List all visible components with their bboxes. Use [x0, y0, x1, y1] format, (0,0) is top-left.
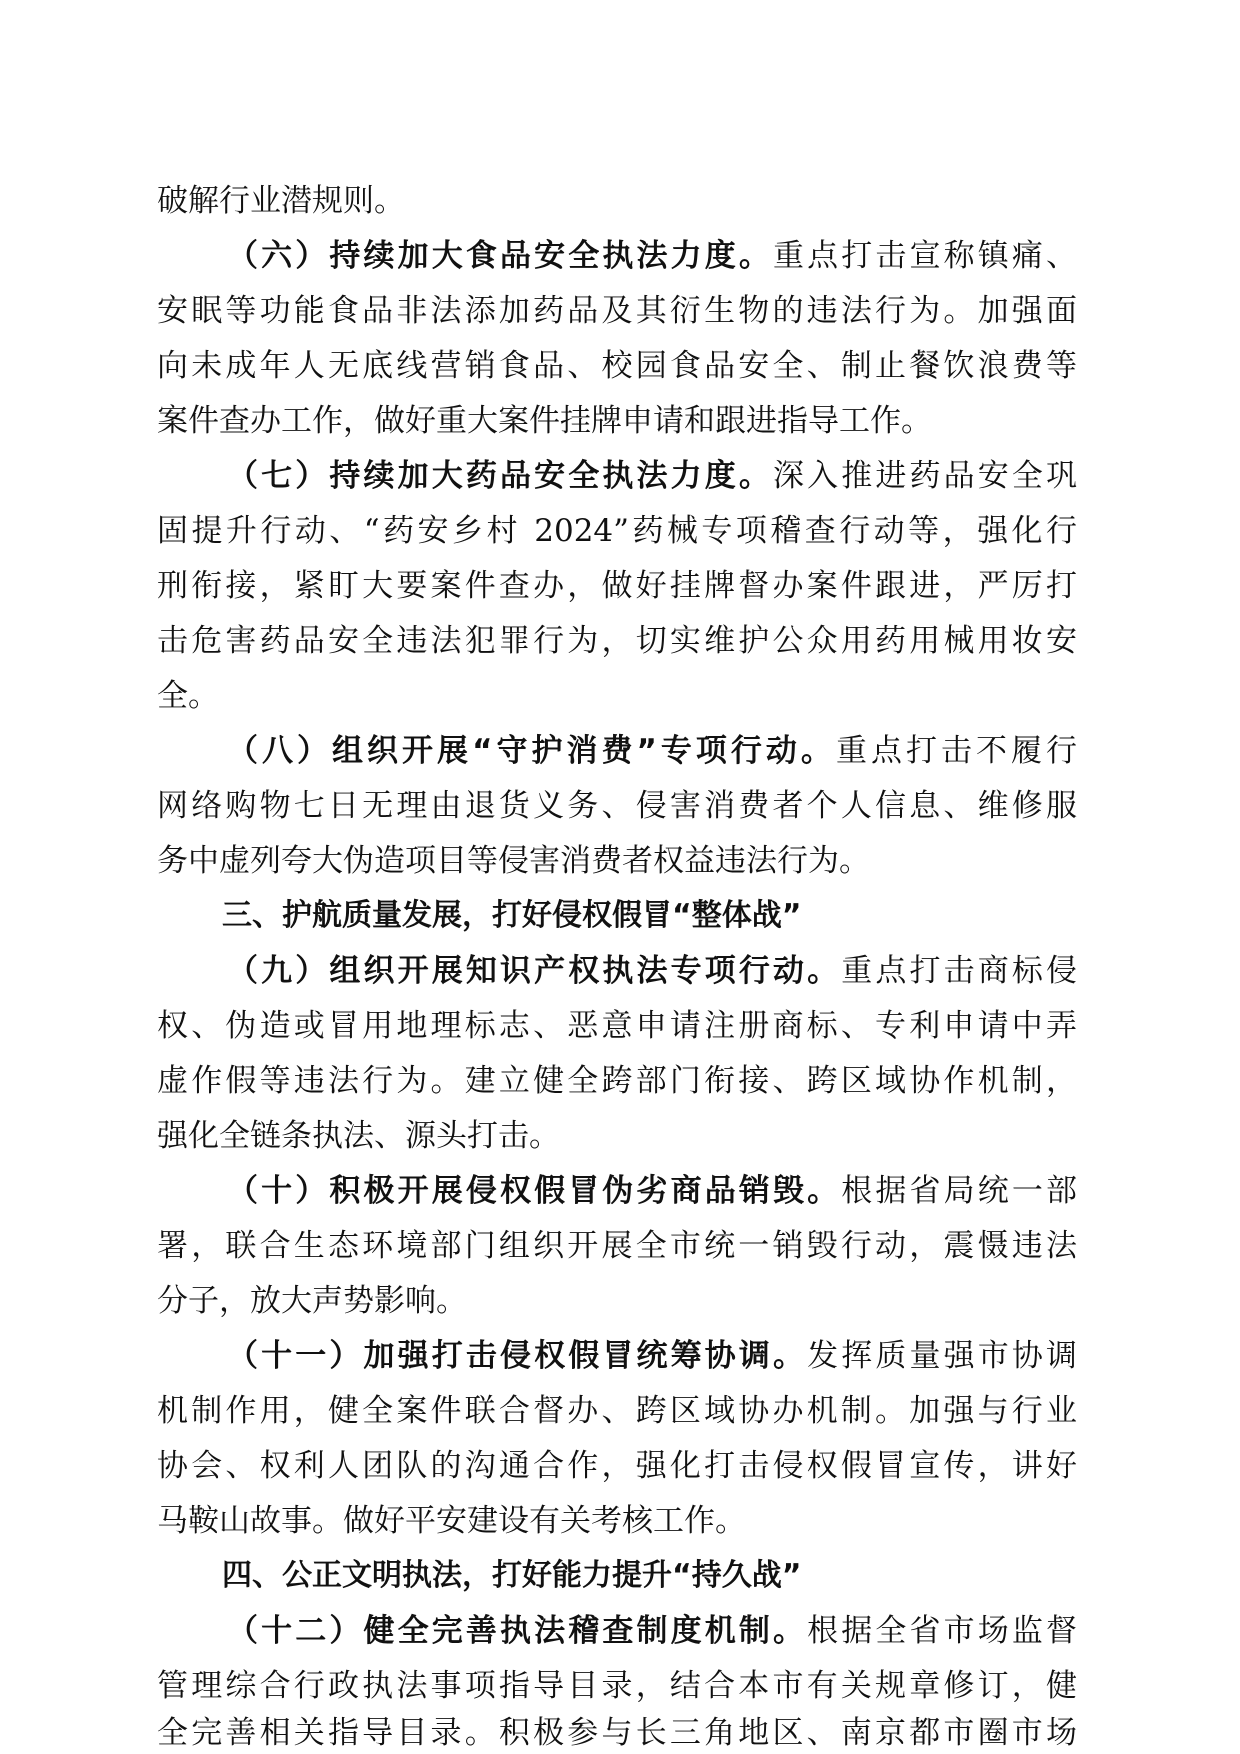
paragraph-line: [157, 1493, 1077, 1549]
paragraph-line: [227, 723, 1077, 779]
line-text: 强化全链条执法、源头打击。: [157, 1118, 560, 1154]
line-text: 重点打击商标侵: [841, 953, 1077, 989]
paragraph-line: [227, 1163, 1077, 1219]
line-text: 重点打击宣称镇痛、: [773, 238, 1077, 274]
paragraph-line: [157, 1438, 1077, 1494]
paragraph-line: [157, 283, 1077, 339]
paragraph-line: [227, 943, 1077, 999]
paragraph-line: [157, 1658, 1077, 1714]
paragraph-line: [157, 338, 1077, 394]
paragraph-line: [157, 503, 1077, 559]
paragraph-line: [157, 173, 1077, 229]
paragraph-lead: （六）持续加大食品安全执法力度。: [227, 238, 773, 274]
paragraph-line: [157, 1713, 1077, 1753]
paragraph-lead: （十二）健全完善执法稽查制度机制。: [227, 1613, 808, 1649]
paragraph-line: [157, 613, 1077, 669]
line-text: 发挥质量强市协调: [807, 1338, 1077, 1374]
line-text: 马鞍山故事。做好平安建设有关考核工作。: [157, 1503, 746, 1539]
line-text: 向未成年人无底线营销食品、校园食品安全、制止餐饮浪费等: [157, 348, 1077, 384]
paragraph-lead: （十）积极开展侵权假冒伪劣商品销毁。: [227, 1173, 842, 1209]
line-text: 刑衔接，紧盯大要案件查办，做好挂牌督办案件跟进，严厉打: [157, 568, 1077, 604]
paragraph-line: [227, 1328, 1077, 1384]
paragraph-line: [227, 228, 1077, 284]
paragraph-line: [227, 448, 1077, 504]
paragraph-lead: （七）持续加大药品安全执法力度。: [227, 458, 773, 494]
paragraph-lead: （九）组织开展知识产权执法专项行动。: [227, 953, 842, 989]
line-text: 根据全省市场监督: [807, 1613, 1077, 1649]
paragraph-line: [157, 998, 1077, 1054]
line-text: 根据省局统一部: [841, 1173, 1077, 1209]
paragraph-line: [227, 1603, 1077, 1659]
line-text: 协会、权利人团队的沟通合作，强化打击侵权假冒宣传，讲好: [157, 1448, 1077, 1484]
paragraph-line: [157, 1218, 1077, 1274]
paragraph-lead: （八）组织开展“守护消费”专项行动。: [227, 733, 836, 769]
line-text: 全。: [157, 678, 219, 714]
section-heading: 四、公正文明执法，打好能力提升“持久战”: [222, 1558, 802, 1593]
paragraph-line: [157, 1383, 1077, 1439]
paragraph-line: [157, 833, 1077, 889]
line-text: 机制作用，健全案件联合督办、跨区域协办机制。加强与行业: [157, 1393, 1077, 1429]
paragraph-line: [157, 778, 1077, 834]
line-text: 案件查办工作，做好重大案件挂牌申请和跟进指导工作。: [157, 403, 932, 439]
line-text: 击危害药品安全违法犯罪行为，切实维护公众用药用械用妆安: [157, 623, 1077, 659]
paragraph-line: [157, 668, 1077, 724]
paragraph-line: [157, 393, 1077, 449]
line-text: 权、伪造或冒用地理标志、恶意申请注册商标、专利申请中弄: [157, 1008, 1077, 1044]
paragraph-line: [157, 1053, 1077, 1109]
line-text: 安眠等功能食品非法添加药品及其衍生物的违法行为。加强面: [157, 293, 1077, 329]
paragraph-line: [157, 1273, 1077, 1329]
paragraph-line: [157, 558, 1077, 614]
line-text: 虚作假等违法行为。建立健全跨部门衔接、跨区域协作机制，: [157, 1063, 1077, 1099]
line-text: 深入推进药品安全巩: [773, 458, 1077, 494]
line-text: 重点打击不履行: [835, 733, 1077, 769]
line-text: 分子，放大声势影响。: [157, 1283, 467, 1319]
paragraph-line: [157, 1108, 1077, 1164]
section-heading: 三、护航质量发展，打好侵权假冒“整体战”: [222, 898, 802, 933]
paragraph-lead: （十一）加强打击侵权假冒统筹协调。: [227, 1338, 808, 1374]
line-text: 破解行业潜规则。: [157, 183, 405, 219]
line-text: 管理综合行政执法事项指导目录，结合本市有关规章修订，健: [157, 1668, 1077, 1704]
line-text: 网络购物七日无理由退货义务、侵害消费者个人信息、维修服: [157, 788, 1077, 824]
line-text: 全完善相关指导目录。积极参与长三角地区、南京都市圈市场: [157, 1715, 1077, 1751]
line-text: 务中虚列夸大伪造项目等侵害消费者权益违法行为。: [157, 843, 870, 879]
line-text: 固提升行动、“药安乡村 2024”药械专项稽查行动等，强化行: [157, 513, 1077, 549]
line-text: 署，联合生态环境部门组织开展全市统一销毁行动，震慑违法: [157, 1228, 1077, 1264]
